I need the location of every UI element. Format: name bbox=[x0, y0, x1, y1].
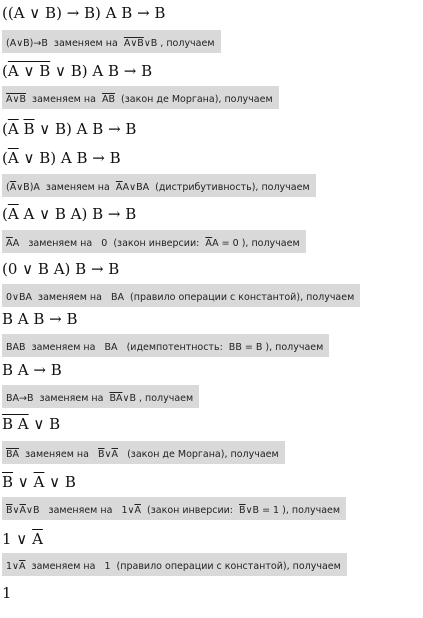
text-segment: 1 bbox=[2, 584, 12, 602]
negated-term: $\overline{B}$ bbox=[108, 94, 115, 105]
step-note bbox=[2, 385, 199, 408]
formula-line bbox=[2, 530, 43, 548]
negated-term: $\overline{A}$ bbox=[134, 505, 141, 516]
negated-term: $\overline{A}$ bbox=[19, 561, 26, 572]
step-note bbox=[2, 553, 347, 576]
negated-term: $\overline{A}$ bbox=[33, 473, 45, 491]
text-segment: ∨B , получаем bbox=[143, 38, 215, 49]
text-segment: ∨ bbox=[104, 449, 112, 460]
text-segment: ∨B заменяем на 1∨ bbox=[26, 505, 135, 516]
text-segment: заменяем на bbox=[25, 94, 102, 105]
negated-term: $\overline{A}$ bbox=[19, 505, 26, 516]
step-note bbox=[2, 284, 360, 307]
text-segment: (закон де Моргана), получаем bbox=[118, 449, 279, 460]
negated-term: $\overline{A}$ bbox=[7, 149, 19, 167]
step-note bbox=[2, 334, 329, 357]
negated-term: $\overline{A}$ bbox=[111, 449, 119, 460]
text-segment: (A∨B)→B bbox=[6, 38, 54, 49]
text-segment: ( bbox=[6, 182, 10, 193]
text-segment: ∨ B bbox=[44, 473, 76, 491]
text-segment: ∨ B bbox=[28, 415, 61, 433]
text-segment: ∨ bbox=[13, 473, 34, 491]
formula-line bbox=[2, 415, 60, 433]
step-note bbox=[2, 230, 306, 253]
text-segment: BA→B заменяем на bbox=[6, 393, 110, 404]
negated-term: A ∨ B bbox=[7, 62, 51, 80]
negated-term: $\overline{B}$ bbox=[2, 473, 14, 491]
text-segment: B A B → B bbox=[2, 310, 78, 328]
step-note bbox=[2, 174, 316, 197]
negated-term: $\overline{BA}$ bbox=[6, 449, 20, 460]
text-segment: A ∨ B A) B → B bbox=[18, 205, 137, 223]
formula-line bbox=[2, 260, 119, 278]
formula-line bbox=[2, 62, 152, 80]
text-segment: B A → B bbox=[2, 361, 62, 379]
negated-term: $\overline{A}$ bbox=[7, 205, 19, 223]
negated-term: $\overline{B}$ bbox=[23, 120, 35, 138]
text-segment: заменяем на bbox=[53, 38, 124, 49]
formula-line bbox=[2, 584, 12, 602]
text-segment: 1∨ bbox=[6, 561, 19, 572]
formula-line bbox=[2, 205, 136, 223]
formula-line bbox=[2, 149, 121, 167]
formula-line bbox=[2, 120, 136, 138]
text-segment: заменяем на 1 (правило операции с константой), получаем bbox=[25, 561, 341, 572]
formula-line bbox=[2, 310, 78, 328]
text-segment: ( bbox=[2, 62, 8, 80]
step-note bbox=[2, 441, 285, 464]
text-segment: A∨BA (дистрибутивность), получаем bbox=[122, 182, 310, 193]
negated-term: $\overline{A}$ bbox=[6, 238, 13, 249]
text-segment: ∨ B) A B → B bbox=[34, 120, 137, 138]
text-segment: ∨B = 1 ), получаем bbox=[245, 505, 341, 516]
negated-term: $\overline{A}$ bbox=[115, 182, 123, 193]
negated-term: $\overline{A}$ bbox=[101, 94, 109, 105]
negated-term: A∨B bbox=[6, 94, 26, 105]
text-segment: ∨B , получаем bbox=[122, 393, 194, 404]
negated-term: $\overline{A}$ bbox=[32, 530, 43, 548]
step-note bbox=[2, 497, 346, 520]
text-segment: ((A ∨ B) → B) A B → B bbox=[2, 4, 166, 22]
negated-term: B A bbox=[2, 415, 29, 433]
text-segment: A = 0 ), получаем bbox=[212, 238, 300, 249]
text-segment: (закон де Моргана), получаем bbox=[114, 94, 273, 105]
text-segment: (0 ∨ B A) B → B bbox=[2, 260, 120, 278]
text-segment: ∨ bbox=[12, 505, 20, 516]
text-segment: ( bbox=[2, 205, 8, 223]
negated-term: $\overline{BA}$ bbox=[109, 393, 123, 404]
text-segment: ∨ B) A B → B bbox=[50, 62, 153, 80]
text-segment: 0∨BA заменяем на BA (правило операции с константой), получаем bbox=[6, 292, 355, 303]
negated-term: $\overline{A}$ bbox=[205, 238, 213, 249]
negated-term: A∨B bbox=[123, 38, 144, 49]
text-segment: ( bbox=[2, 120, 8, 138]
formula-line bbox=[2, 473, 76, 491]
negated-term: $\overline{A}$ bbox=[9, 182, 17, 193]
text-segment: (закон инверсии: bbox=[140, 505, 240, 516]
negated-term: $\overline{B}$ bbox=[6, 505, 13, 516]
formula-line bbox=[2, 361, 62, 379]
step-note bbox=[2, 86, 279, 109]
text-segment: A заменяем на 0 (закон инверсии: bbox=[12, 238, 206, 249]
text-segment: ∨B)A заменяем на bbox=[16, 182, 116, 193]
text-segment: заменяем на bbox=[19, 449, 99, 460]
text-segment: BAB заменяем на BA (идемпотентность: BB = B ), получаем bbox=[6, 342, 324, 353]
formula-line bbox=[2, 4, 165, 22]
text-segment: ( bbox=[2, 149, 8, 167]
text-segment: 1 ∨ bbox=[2, 530, 33, 548]
text-segment: ∨ B) A B → B bbox=[18, 149, 121, 167]
negated-term: $\overline{B}$ bbox=[239, 505, 246, 516]
step-note bbox=[2, 30, 221, 53]
negated-term: $\overline{A}$ bbox=[7, 120, 19, 138]
negated-term: $\overline{B}$ bbox=[98, 449, 105, 460]
